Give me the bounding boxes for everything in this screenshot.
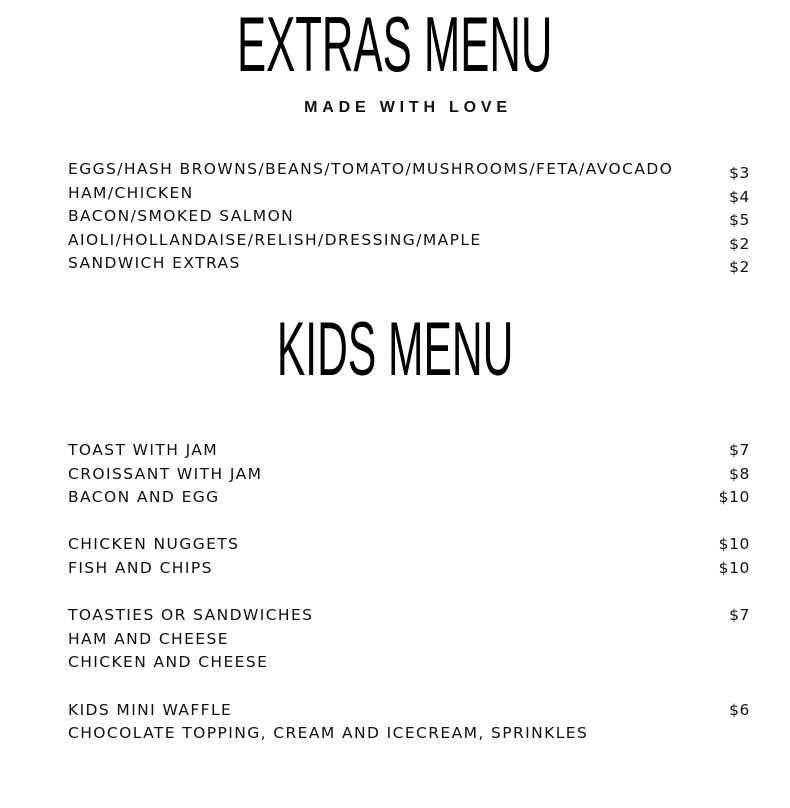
menu-item-label: FISH AND CHIPS [68, 558, 213, 577]
menu-item-price: $2 [729, 234, 750, 253]
menu-item [68, 182, 750, 206]
menu-item-price: $8 [729, 464, 750, 483]
menu-item [68, 205, 750, 229]
menu-item-label: BACON/SMOKED SALMON [68, 207, 295, 226]
extras-menu-list [68, 158, 750, 276]
menu-item [68, 651, 750, 675]
menu-item-price: $7 [729, 441, 750, 459]
menu-item-label: TOASTIES OR SANDWICHES [68, 606, 314, 625]
menu-item [68, 722, 750, 746]
menu-item-price: $4 [729, 187, 750, 206]
menu-item-price: $2 [729, 258, 750, 277]
menu-item-price: $7 [729, 606, 750, 625]
group-spacer [68, 675, 750, 699]
menu-item [68, 439, 750, 463]
menu-item-label: EGGS/HASH BROWNS/BEANS/TOMATO/MUSHROOMS/FETA/AVOCADO [68, 160, 674, 178]
menu-item [68, 699, 750, 723]
kids-menu-title-text: KIDS MENU [276, 307, 514, 392]
menu-item-label: KIDS MINI WAFFLE [68, 700, 233, 719]
menu-item-label: BACON AND EGG [68, 488, 220, 507]
extras-menu-subtitle: MADE WITH LOVE [304, 99, 512, 116]
group-spacer [68, 510, 750, 534]
extras-menu-title [0, 0, 790, 88]
menu-item-price: $5 [729, 211, 750, 230]
menu-item [68, 252, 750, 276]
menu-item-price: $6 [729, 700, 750, 719]
extras-menu-title-text: EXTRAS MENU [237, 0, 553, 88]
menu-item-label: CROISSANT WITH JAM [68, 464, 263, 483]
menu-item-price: $3 [729, 164, 750, 182]
menu-item-label: HAM AND CHEESE [68, 629, 229, 648]
menu-item-label: SANDWICH EXTRAS [68, 254, 241, 273]
kids-menu-list [68, 439, 750, 746]
menu-item-label: AIOLI/HOLLANDAISE/RELISH/DRESSING/MAPLE [68, 230, 482, 249]
menu-item-label: CHICKEN AND CHEESE [68, 653, 269, 672]
menu-item [68, 463, 750, 487]
menu-item-label: CHICKEN NUGGETS [68, 535, 240, 554]
menu-item [68, 229, 750, 253]
menu-item-label: HAM/CHICKEN [68, 183, 194, 202]
menu-item [68, 604, 750, 628]
menu-item-price: $10 [718, 558, 750, 577]
menu-item [68, 557, 750, 581]
menu-item-price: $10 [718, 535, 750, 554]
kids-menu-title [0, 307, 790, 392]
menu-item [68, 628, 750, 652]
group-spacer [68, 581, 750, 605]
menu-item-label: CHOCOLATE TOPPING, CREAM AND ICECREAM, SPRINKLES [68, 724, 589, 743]
menu-item-price: $10 [718, 488, 750, 507]
menu-item [68, 486, 750, 510]
menu-item-label: TOAST WITH JAM [68, 441, 219, 459]
menu-item [68, 158, 750, 182]
menu-item [68, 533, 750, 557]
